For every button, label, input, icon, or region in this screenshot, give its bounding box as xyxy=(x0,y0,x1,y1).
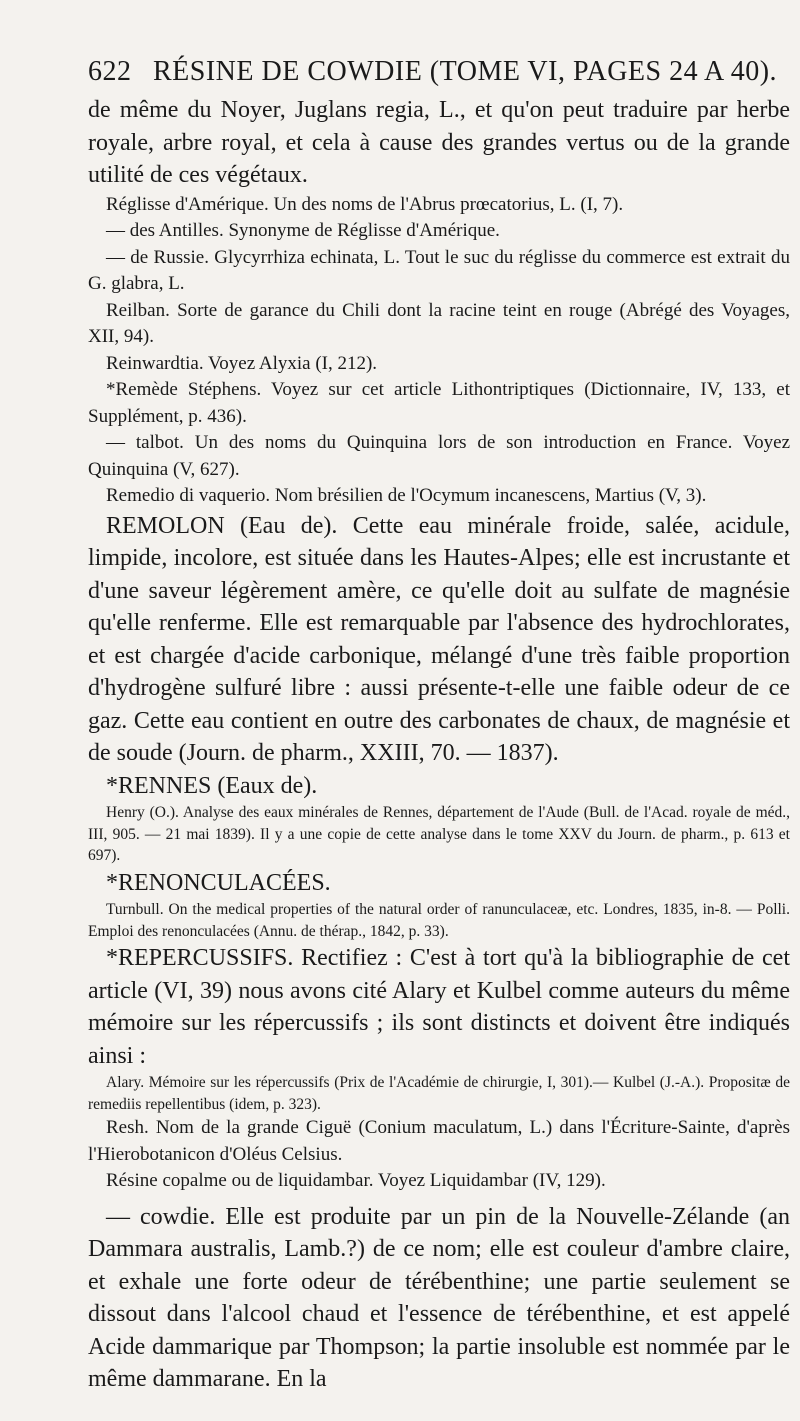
entry-rennes-bibliography: Henry (O.). Analyse des eaux minérales de Rennes, département de l'Aude (Bull. de l'Acad. royale de méd., III, 905. — 21 mai 1839). Il y a une copie de cette analyse dans le tome XXV du Journ. de pharm., p. 613 et 697). xyxy=(88,804,790,864)
running-header xyxy=(88,56,790,88)
entry-reinwardtia: Reinwardtia. Voyez Alyxia (I, 212). xyxy=(106,352,378,374)
entry-resine-copalme: Résine copalme ou de liquidambar. Voyez Liquidambar (IV, 129). xyxy=(106,1170,606,1191)
entry-repercussifs-bibliography: Alary. Mémoire sur les répercussifs (Prix de l'Académie de chirurgie, I, 301).— Kulbel (J.-A.). Propositæ de remediis repellentibus (idem, p. 323). xyxy=(88,1074,790,1113)
entry-remolon: REMOLON (Eau de). Cette eau minérale froide, salée, acidule, limpide, incolore, est située dans les Hautes-Alpes; elle est incrustante et d'une saveur légèrement amère, ce qu'elle doit au sulfate de magnésie qu'elle renferme. Elle est remarquable par l'absence des hydrochlorates, et est chargée d'acide carbonique, mélangé d'une très faible proportion d'hydrogène sulfuré libre : aussi présente-t-elle une faible odeur de ce gaz. Cette eau contient en outre des carbonates de chaux, de magnésie et de soude (Journ. de pharm., XXIII, 70. — 1837). xyxy=(88,512,790,766)
entry-noyer: de même du Noyer, Juglans regia, L., et qu'on peut traduire par herbe royale, arbre royal, et cela à cause des grandes vertus ou de la grande utilité de ces végétaux. xyxy=(88,97,790,188)
page-number: 622 xyxy=(88,56,132,87)
entry-reglisse-amerique: Réglisse d'Amérique. Un des noms de l'Abrus prœcatorius, L. (I, 7). xyxy=(106,193,624,215)
entry-reglisse-antilles: — des Antilles. Synonyme de Réglisse d'Amérique. xyxy=(106,220,500,241)
entry-reglisse-russie: — de Russie. Glycyrrhiza echinata, L. Tout le suc du réglisse du commerce est extrait du G. glabra, L. xyxy=(88,246,790,294)
entry-renonculacees-title: *RENONCULACÉES. xyxy=(106,869,331,896)
entry-reilban: Reilban. Sorte de garance du Chili dont la racine teint en rouge (Abrégé des Voyages, XII, 94). xyxy=(88,299,790,347)
entry-cowdie: — cowdie. Elle est produite par un pin de la Nouvelle-Zélande (an Dammara australis, Lamb.?) de ce nom; elle est couleur d'ambre claire, et exhale une forte odeur de térébenthine; une partie seulement se dissout dans l'alcool chaud et l'essence de térébenthine, et est appelé Acide dammarique par Thompson; la partie insoluble est nommée par le même dammarane. En la xyxy=(88,1203,790,1392)
entry-remede-stephens: *Remède Stéphens. Voyez sur cet article Lithontriptiques (Dictionnaire, IV, 133, et Supplément, p. 436). xyxy=(88,379,790,427)
entry-remedio: Remedio di vaquerio. Nom brésilien de l'Ocymum incanescens, Martius (V, 3). xyxy=(106,485,707,506)
entry-repercussifs: *REPERCUSSIFS. Rectifiez : C'est à tort qu'à la bibliographie de cet article (VI, 39) nous avons cité Alary et Kulbel comme auteurs du même mémoire sur les répercussifs ; ils sont distincts et doivent être indiqués ainsi : xyxy=(88,945,790,1069)
entry-resh: Resh. Nom de la grande Ciguë (Conium maculatum, L.) dans l'Écriture-Sainte, d'après l'Hierobotanicon d'Oléus Celsius. xyxy=(88,1117,790,1165)
entry-renonculacees-bibliography: Turnbull. On the medical properties of the natural order of ranunculaceæ, etc. Londres, 1835, in-8. — Polli. Emploi des renonculacées (Annu. de thérap., 1842, p. 33). xyxy=(88,901,790,940)
entry-remede-talbot: — talbot. Un des noms du Quinquina lors de son introduction en France. Voyez Quinquina (V, 627). xyxy=(88,432,790,480)
running-title: RÉSINE DE COWDIE (TOME VI, PAGES 24 A 40). xyxy=(153,56,778,87)
entry-rennes-title: *RENNES (Eaux de). xyxy=(106,772,318,799)
